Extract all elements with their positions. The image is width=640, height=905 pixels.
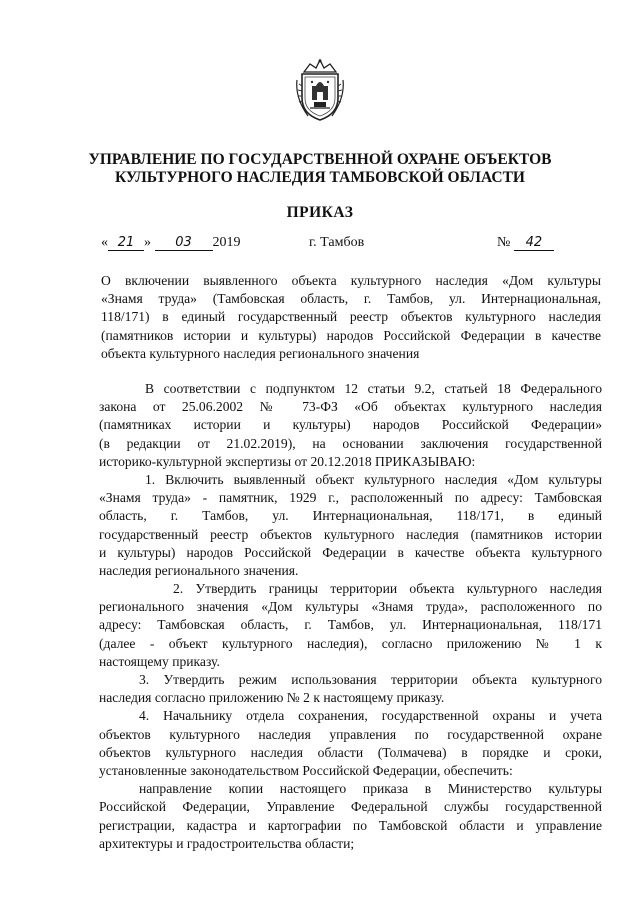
organization-line-1: УПРАВЛЕНИЕ ПО ГОСУДАРСТВЕННОЙ ОХРАНЕ ОБЪЕКТОВ <box>88 151 552 168</box>
order-city: г. Тамбов <box>309 235 365 250</box>
body-line: «Знамя труда» - памятник, 1929 г., расположенный по адресу: Тамбовская <box>99 490 602 506</box>
body-line: область, г. Тамбов, ул. Интернациональная, 118/171, в единый <box>99 508 602 524</box>
order-title: ПРИКАЗ <box>286 204 354 221</box>
body-line: 4. Начальнику отдела сохранения, государственной охраны и учета <box>139 708 602 724</box>
open-quote: « <box>101 235 108 250</box>
body-line: (далее - объект культурного наследия), согласно приложению № 1 к <box>99 635 602 651</box>
order-body <box>99 380 602 853</box>
close-quote: » <box>144 235 151 250</box>
body-line: (в редакции от 21.02.2019), на основании заключения государственной <box>99 435 602 451</box>
body-line: В соответствии с подпунктом 12 статьи 9.2, статьей 18 Федерального <box>145 381 602 396</box>
body-line: 1. Включить выявленный объект культурного наследия «Дом культуры <box>145 471 602 487</box>
body-line: государственный реестр объектов культурного наследия (памятников истории <box>99 526 602 542</box>
body-line: 2. Утвердить границы территории объекта культурного наследия <box>173 581 602 597</box>
subject-line: объекта культурного наследия регионального значения <box>101 345 420 361</box>
body-line: и культуры) народов Российской Федерации в качестве объекта культурного <box>99 544 602 560</box>
subject-line: 118/171) в единый государственный реестр объектов культурного наследия <box>101 309 601 325</box>
body-line: Российской Федерации, Управление Федеральной службы государственной <box>99 799 602 815</box>
body-line: регионального значения «Дом культуры «Знамя труда», расположенного по <box>99 599 602 615</box>
body-line: (памятниках истории и культуры) народов Российской Федерации» <box>99 417 602 433</box>
coat-of-arms-emblem <box>296 58 344 124</box>
body-line: настоящему приказу. <box>99 653 220 669</box>
order-year: 2019 <box>212 235 241 250</box>
order-day-handwritten: 21 <box>108 235 144 251</box>
body-line: установленные законодательством Российской Федерации, обеспечить: <box>99 762 513 778</box>
organization-name <box>60 151 580 187</box>
organization-line-2: КУЛЬТУРНОГО НАСЛЕДИЯ ТАМБОВСКОЙ ОБЛАСТИ <box>115 169 525 186</box>
subject-line: (памятников истории и культуры) народов Российской Федерации в качестве <box>101 327 601 343</box>
body-line: 3. Утвердить режим использования территории объекта культурного <box>139 672 602 687</box>
subject-line: О включении выявленного объекта культурного наследия «Дом культуры <box>101 273 601 288</box>
body-line: регистрации, кадастра и картографии по Тамбовской области и управление <box>99 817 602 833</box>
body-line: объектов культурного наследия области (Толмачева) в порядке и сроки, <box>99 744 602 760</box>
order-date <box>101 235 241 251</box>
body-line: наследия согласно приложению № 2 к настоящему приказу. <box>99 690 445 706</box>
body-line: объектов культурного наследия управления по государственной охране <box>99 726 602 742</box>
body-line: закона от 25.06.2002 № 73-ФЗ «Об объектах культурного наследия <box>99 399 602 415</box>
order-subject <box>101 272 601 363</box>
body-line: адресу: Тамбовская область, г. Тамбов, ул. Интернациональная, 118/171 <box>99 617 602 633</box>
body-line: наследия регионального значения. <box>99 562 299 578</box>
body-line: направление копии настоящего приказа в Министерство культуры <box>139 781 602 797</box>
subject-line: «Знамя труда» (Тамбовская область, г. Тамбов, ул. Интернациональная, <box>101 291 601 307</box>
number-label: № <box>497 235 511 250</box>
order-month-handwritten: 03 <box>155 235 213 251</box>
order-number-handwritten: 42 <box>514 235 554 251</box>
body-line: архитектуры и градостроительства области; <box>99 835 355 851</box>
body-line: историко-культурной экспертизы от 20.12.2018 ПРИКАЗЫВАЮ: <box>99 453 476 469</box>
order-number <box>497 235 554 251</box>
